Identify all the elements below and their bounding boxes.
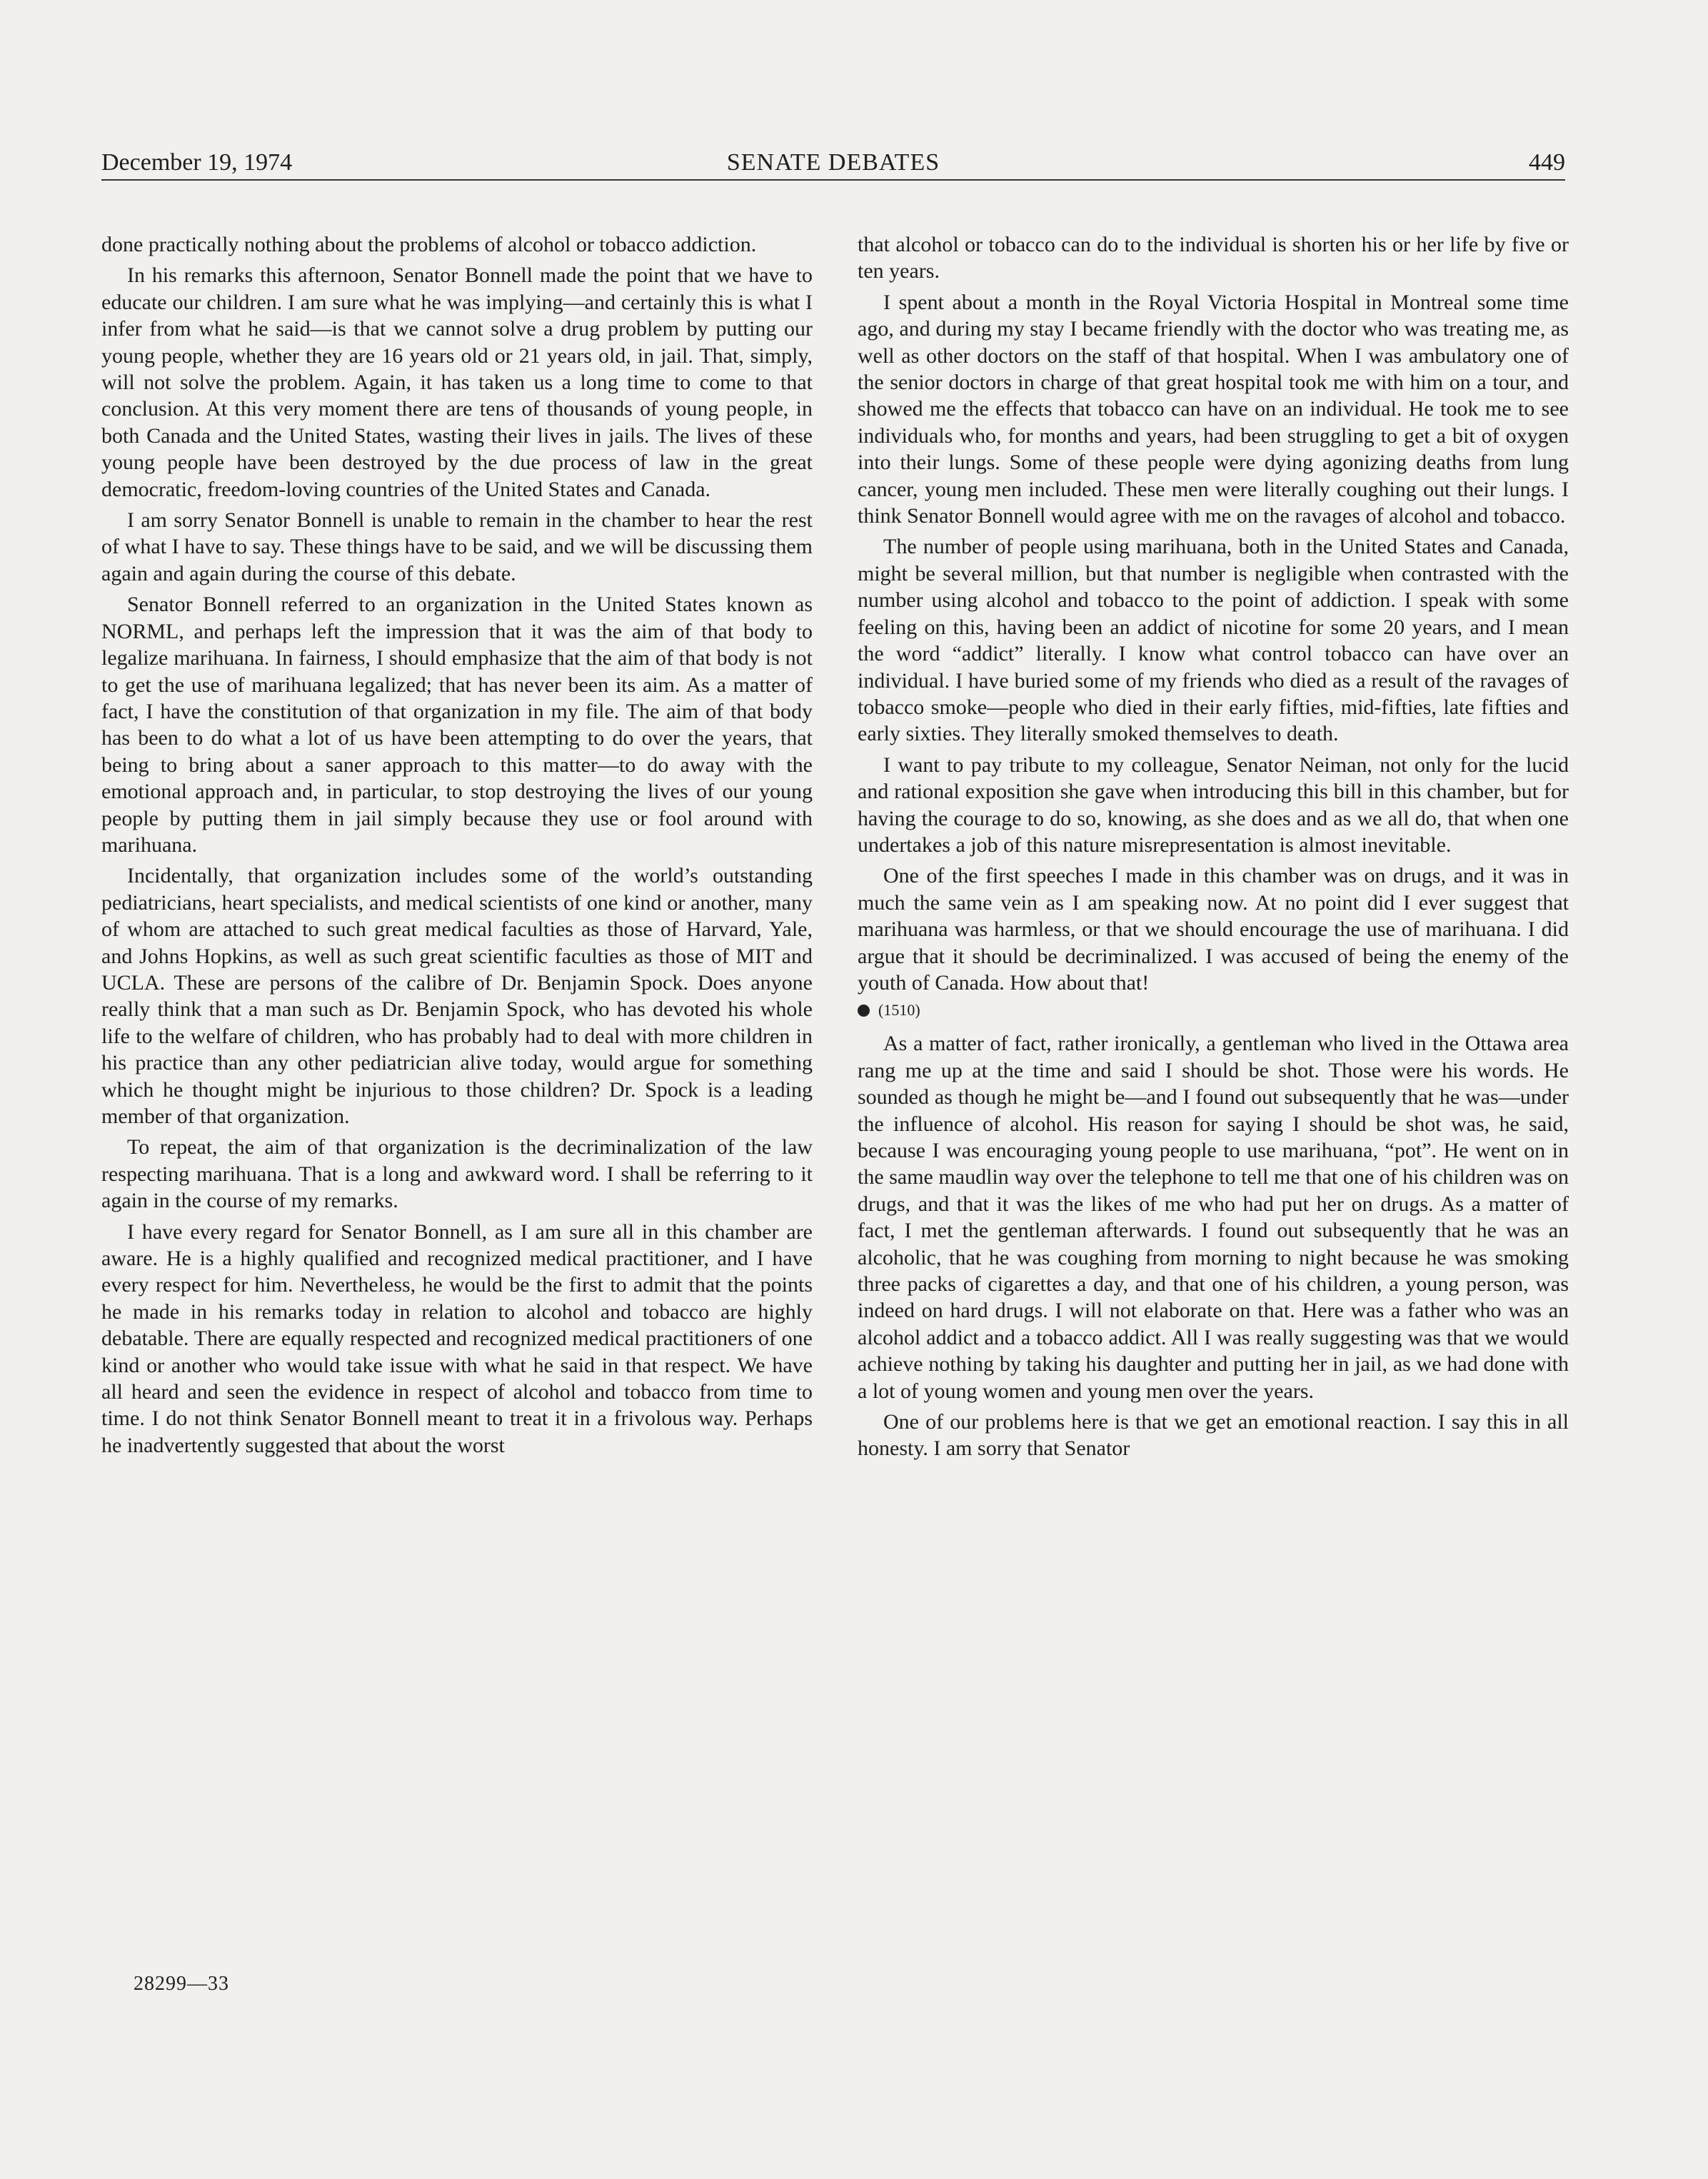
bullet-dot-icon [858,1005,870,1017]
paragraph: Senator Bonnell referred to an organization in the United States known as NORML, and perhaps left the impression that it was the aim of that body to legalize marihuana. In fairness, I should emphasize that the aim of that body is not to get the use of marihuana legalized; that has never been its aim. As a matter of fact, I have the constitution of that organization in my file. The aim of that body has been to do what a lot of us have been attempting to do over the years, that being to bring about a saner approach to this matter—to do away with the emotional approach and, in particular, to stop destroying the lives of our young people by putting them in jail simply because they use or fool around with marihuana. [101,593,813,857]
paragraph: One of the first speeches I made in this chamber was on drugs, and it was in much the same vein as I am speaking now. At no point did I ever suggest that marihuana was harmless, or that we should encourage the use of marihuana. I did argue that it should be decriminalized. I was accused of being the enemy of the youth of Canada. How about that! [858,864,1569,995]
paragraph: I spent about a month in the Royal Victoria Hospital in Montreal some time ago, and during my stay I became friendly with the doctor who was treating me, as well as other doctors on the staff of that hospital. When I was ambulatory one of the senior doctors in charge of that great hospital took me with him on a tour, and showed me the effects that tobacco can have on an individual. He took me to see individuals who, for months and years, had been struggling to get a bit of oxygen into their lungs. Some of these people were dying agonizing deaths from lung cancer, young men included. These men were literally coughing out their lungs. I think Senator Bonnell would agree with me on the ravages of alcohol and tobacco. [858,290,1569,528]
paragraph: The number of people using marihuana, both in the United States and Canada, might be several million, but that number is negligible when contrasted with the number using alcohol and tobacco to the point of addiction. I speak with some feeling on this, having been an addict of nicotine for some 20 years, and I mean the word “addict” literally. I know what control tobacco can have over an individual. I have buried some of my friends who died as a result of the ravages of tobacco smoke—people who died in their early fifties, mid-fifties, late fifties and early sixties. They literally smoked themselves to death. [858,535,1569,746]
time-marker-label: (1510) [878,1001,920,1020]
paragraph: I have every regard for Senator Bonnell, as I am sure all in this chamber are aware. He is a highly qualified and recognized medical practitioner, and I have every respect for him. Nevertheless, he would be the first to admit that the points he made in his remarks today in relation to alcohol and tobacco are highly debatable. There are equally respected and recognized medical practitioners of one kind or another who would take issue with what he said in that respect. We have all heard and seen the evidence in respect of alcohol and tobacco from time to time. I do not think Senator Bonnell meant to treat it in a frivolous way. Perhaps he inadvertently suggested that about the worst [101,1219,813,1457]
left-column [101,231,813,1463]
paragraph: In his remarks this afternoon, Senator Bonnell made the point that we have to educate our children. I am sure what he was implying—and certainly this is what I infer from what he said—is that we cannot solve a drug problem by putting our young people, whether they are 16 years old or 21 years old, in jail. That, simply, will not solve the problem. Again, it has taken us a long time to come to that conclusion. At this very moment there are tens of thousands of young people, in both Canada and the United States, wasting their lives in jails. The lives of these young people have been destroyed by the due process of law in the great democratic, freedom-loving countries of the United States and Canada. [101,263,813,501]
paragraph: Incidentally, that organization includes some of the world’s outstanding pediatricians, heart specialists, and medical scientists of one kind or another, many of whom are attached to such great medical faculties as those of Harvard, Yale, and Johns Hopkins, as well as such great scientific faculties as those of MIT and UCLA. These are persons of the calibre of Dr. Benjamin Spock. Does anyone really think that a man such as Dr. Benjamin Spock, who has devoted his whole life to the welfare of children, who has probably had to deal with more children in his practice than any other pediatrician alive today, would argue for something which he thought might be injurious to those children? Dr. Spock is a leading member of that organization. [101,864,813,1128]
page-header [101,146,1565,181]
header-page-number: 449 [1529,149,1565,176]
time-marker [858,1000,1569,1020]
paragraph: One of our problems here is that we get an emotional reaction. I say this in all honesty. I am sorry that Senator [858,1410,1569,1461]
header-title: SENATE DEBATES [726,149,940,176]
paragraph: that alcohol or tobacco can do to the individual is shorten his or her life by five or ten years. [858,233,1569,283]
footer-code: 28299—33 [134,1973,229,1995]
paragraph: I want to pay tribute to my colleague, Senator Neiman, not only for the lucid and rational exposition she gave when introducing this bill in this chamber, but for having the courage to do so, knowing, as she does and as we all do, that when one undertakes a job of this nature misrepresentation is almost inevitable. [858,753,1569,857]
paragraph: As a matter of fact, rather ironically, a gentleman who lived in the Ottawa area rang me up at the time and said I should be shot. Those were his words. He sounded as though he might be—and I found out subsequently that he was—under the influence of alcohol. His reason for saying I should be shot was, he said, because I was encouraging young people to use marihuana, “pot”. He went on in the same maudlin way over the telephone to tell me that one of his children was on drugs, and that it was the likes of me who had put her on drugs. As a matter of fact, I met the gentleman afterwards. I found out subsequently that he was an alcoholic, that he was coughing from morning to night because he was smoking three packs of cigarettes a day, and that one of his children, a young person, was indeed on hard drugs. I will not elaborate on that. Here was a father who was an alcohol addict and a tobacco addict. All I was really suggesting was that we would achieve nothing by taking his daughter and putting her in jail, as we had done with a lot of young women and young men over the years. [858,1032,1569,1403]
paragraph: I am sorry Senator Bonnell is unable to remain in the chamber to hear the rest of what I have to say. These things have to be said, and we will be discussing them again and again during the course of this debate. [101,508,813,585]
header-date: December 19, 1974 [101,149,293,176]
paragraph: done practically nothing about the problems of alcohol or tobacco addiction. [101,233,757,256]
paragraph: To repeat, the aim of that organization is the decriminalization of the law respecting marihuana. That is a long and awkward word. I shall be referring to it again in the course of my remarks. [101,1135,813,1213]
right-column [858,231,1569,1466]
